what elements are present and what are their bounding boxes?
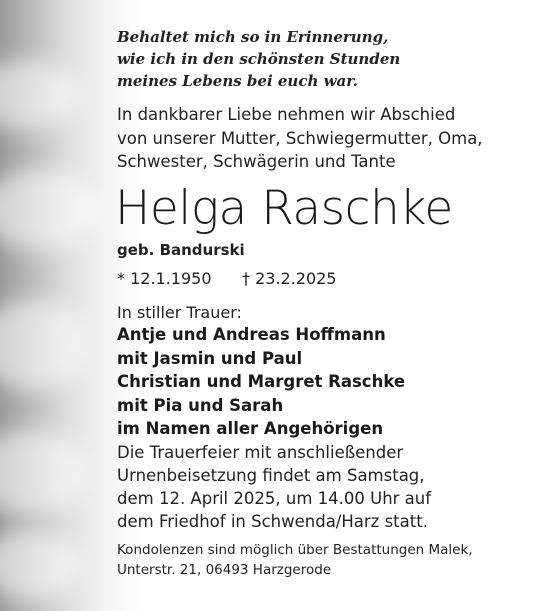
birth-name: geb. Bandurski: [117, 241, 245, 259]
mourner-line: mit Jasmin und Paul: [117, 348, 303, 368]
mourner-line: mit Pia und Sarah: [117, 395, 284, 415]
farewell-intro: [117, 103, 483, 174]
cloud-shape: [0, 170, 100, 250]
service-line: Die Trauerfeier mit anschließender: [117, 443, 404, 462]
service-line: dem Friedhof in Schwenda/Harz statt.: [117, 512, 428, 531]
condolence-line: Unterstr. 21, 06493 Harzgerode: [117, 562, 332, 578]
intro-line: In dankbarer Liebe nehmen wir Abschied: [117, 105, 456, 124]
service-line: dem 12. April 2025, um 14.00 Uhr auf: [117, 489, 432, 508]
memorial-verse: [117, 26, 400, 92]
verse-line: meines Lebens bei euch war.: [117, 72, 358, 90]
cloud-shape: [0, 300, 90, 390]
mourner-line: im Namen aller Angehörigen: [117, 419, 384, 438]
death-date: † 23.2.2025: [242, 269, 337, 288]
service-line: Urnenbeisetzung findet am Samstag,: [117, 466, 425, 485]
mourner-line: Antje und Andreas Hoffmann: [117, 325, 386, 344]
birth-date: * 12.1.1950: [117, 269, 212, 288]
mourner-line: Christian und Margret Raschke: [117, 372, 406, 391]
intro-line: von unserer Mutter, Schwiegermutter, Oma,: [117, 128, 483, 148]
deceased-name: Helga Raschke: [115, 181, 453, 236]
cloud-shape: [0, 60, 80, 130]
condolence-line: Kondolenzen sind möglich über Bestattungen Malek,: [117, 542, 473, 558]
life-dates: [117, 268, 337, 290]
cloud-shape: [0, 430, 90, 515]
mourning-label: In stiller Trauer:: [117, 303, 242, 322]
intro-line: Schwester, Schwägerin und Tante: [117, 152, 396, 171]
funeral-service-info: [117, 441, 431, 533]
condolence-info: [117, 540, 473, 580]
mourners-list: [117, 323, 405, 441]
verse-line: Behaltet mich so in Erinnerung,: [117, 28, 389, 46]
verse-line: wie ich in den schönsten Stunden: [117, 50, 401, 68]
cloud-shape: [0, 530, 80, 600]
